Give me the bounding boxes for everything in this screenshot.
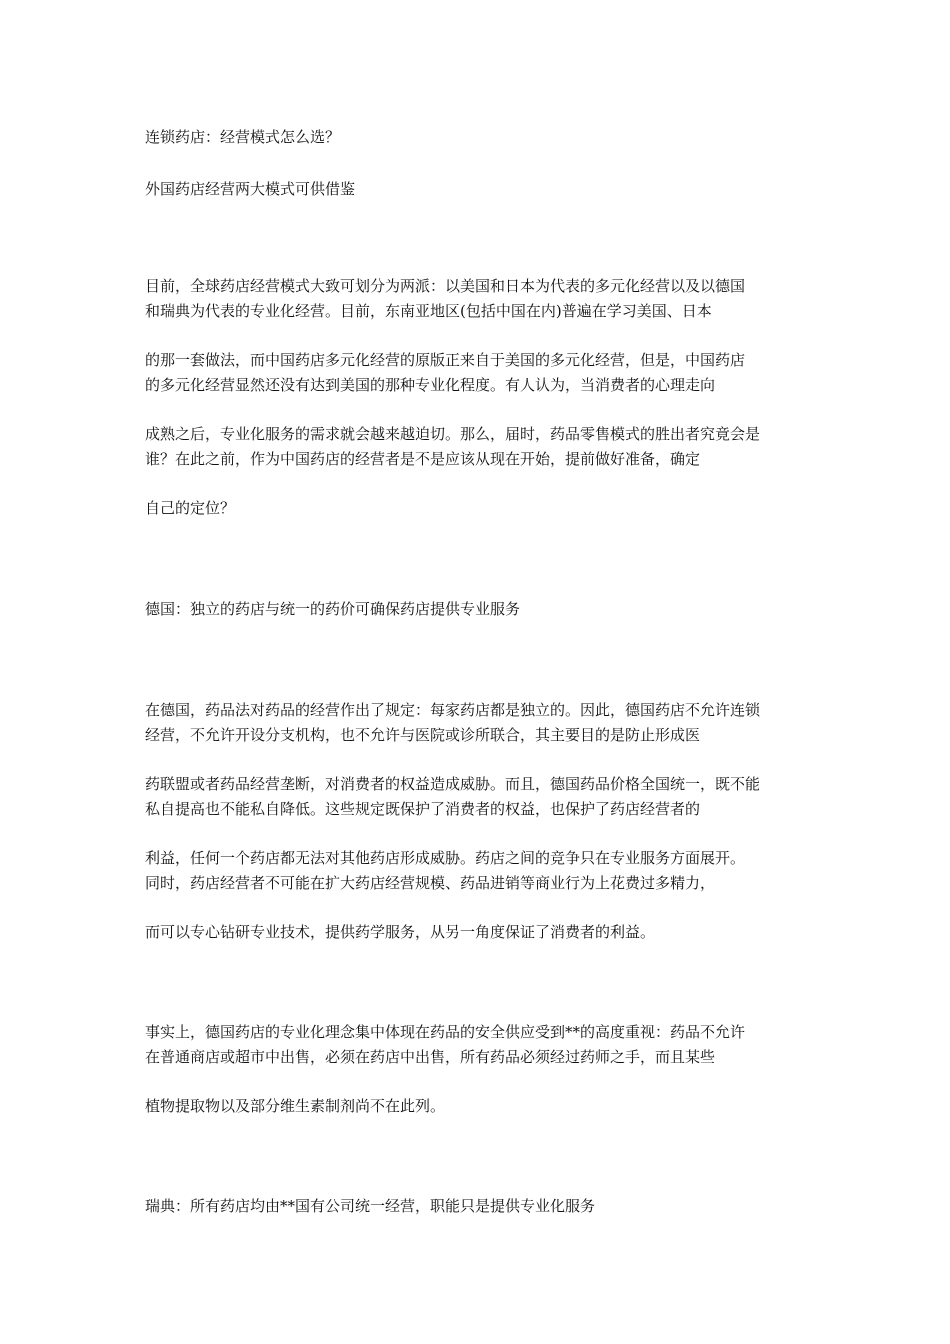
paragraph-line: 自己的定位？ — [145, 499, 236, 517]
paragraph-line: 谁？在此之前，作为中国药店的经营者是不是应该从现在开始，提前做好准备，确定 — [145, 450, 701, 468]
section-heading-germany: 德国：独立的药店与统一的药价可确保药店提供专业服务 — [145, 600, 521, 618]
paragraph-line: 药联盟或者药品经营垄断，对消费者的权益造成威胁。而且，德国药品价格全国统一，既不能 — [145, 775, 761, 793]
paragraph-line: 在普通商店或超市中出售，必须在药店中出售，所有药品必须经过药师之手，而且某些 — [145, 1048, 716, 1066]
paragraph-line: 和瑞典为代表的专业化经营。目前，东南亚地区(包括中国在内)普遍在学习美国、日本 — [145, 302, 712, 320]
paragraph-line: 私自提高也不能私自降低。这些规定既保护了消费者的权益，也保护了药店经营者的 — [145, 800, 701, 818]
paragraph-line: 植物提取物以及部分维生素制剂尚不在此列。 — [145, 1097, 446, 1115]
paragraph-line: 事实上，德国药店的专业化理念集中体现在药品的安全供应受到**的高度重视：药品不允许 — [145, 1023, 746, 1041]
paragraph-line: 成熟之后，专业化服务的需求就会越来越迫切。那么，届时，药品零售模式的胜出者究竟会是 — [145, 425, 761, 443]
paragraph-line: 的多元化经营显然还没有达到美国的那种专业化程度。有人认为，当消费者的心理走向 — [145, 376, 716, 394]
section-heading-sweden: 瑞典：所有药店均由**国有公司统一经营，职能只是提供专业化服务 — [145, 1197, 596, 1215]
paragraph-line: 经营，不允许开设分支机构，也不允许与医院或诊所联合，其主要目的是防止形成医 — [145, 726, 701, 744]
paragraph-line: 在德国，药品法对药品的经营作出了规定：每家药店都是独立的。因此，德国药店不允许连锁 — [145, 701, 761, 719]
paragraph-line: 的那一套做法，而中国药店多元化经营的原版正来自于美国的多元化经营，但是，中国药店 — [145, 351, 746, 369]
document-title: 连锁药店：经营模式怎么选？ — [145, 128, 341, 146]
paragraph-line: 目前，全球药店经营模式大致可划分为两派：以美国和日本为代表的多元化经营以及以德国 — [145, 277, 746, 295]
document-subtitle: 外国药店经营两大模式可供借鉴 — [145, 180, 356, 198]
paragraph-line: 而可以专心钻研专业技术，提供药学服务，从另一角度保证了消费者的利益。 — [145, 923, 656, 941]
paragraph-line: 利益，任何一个药店都无法对其他药店形成威胁。药店之间的竞争只在专业服务方面展开。 — [145, 849, 746, 867]
paragraph-line: 同时，药店经营者不可能在扩大药店经营规模、药品进销等商业行为上花费过多精力， — [145, 874, 716, 892]
